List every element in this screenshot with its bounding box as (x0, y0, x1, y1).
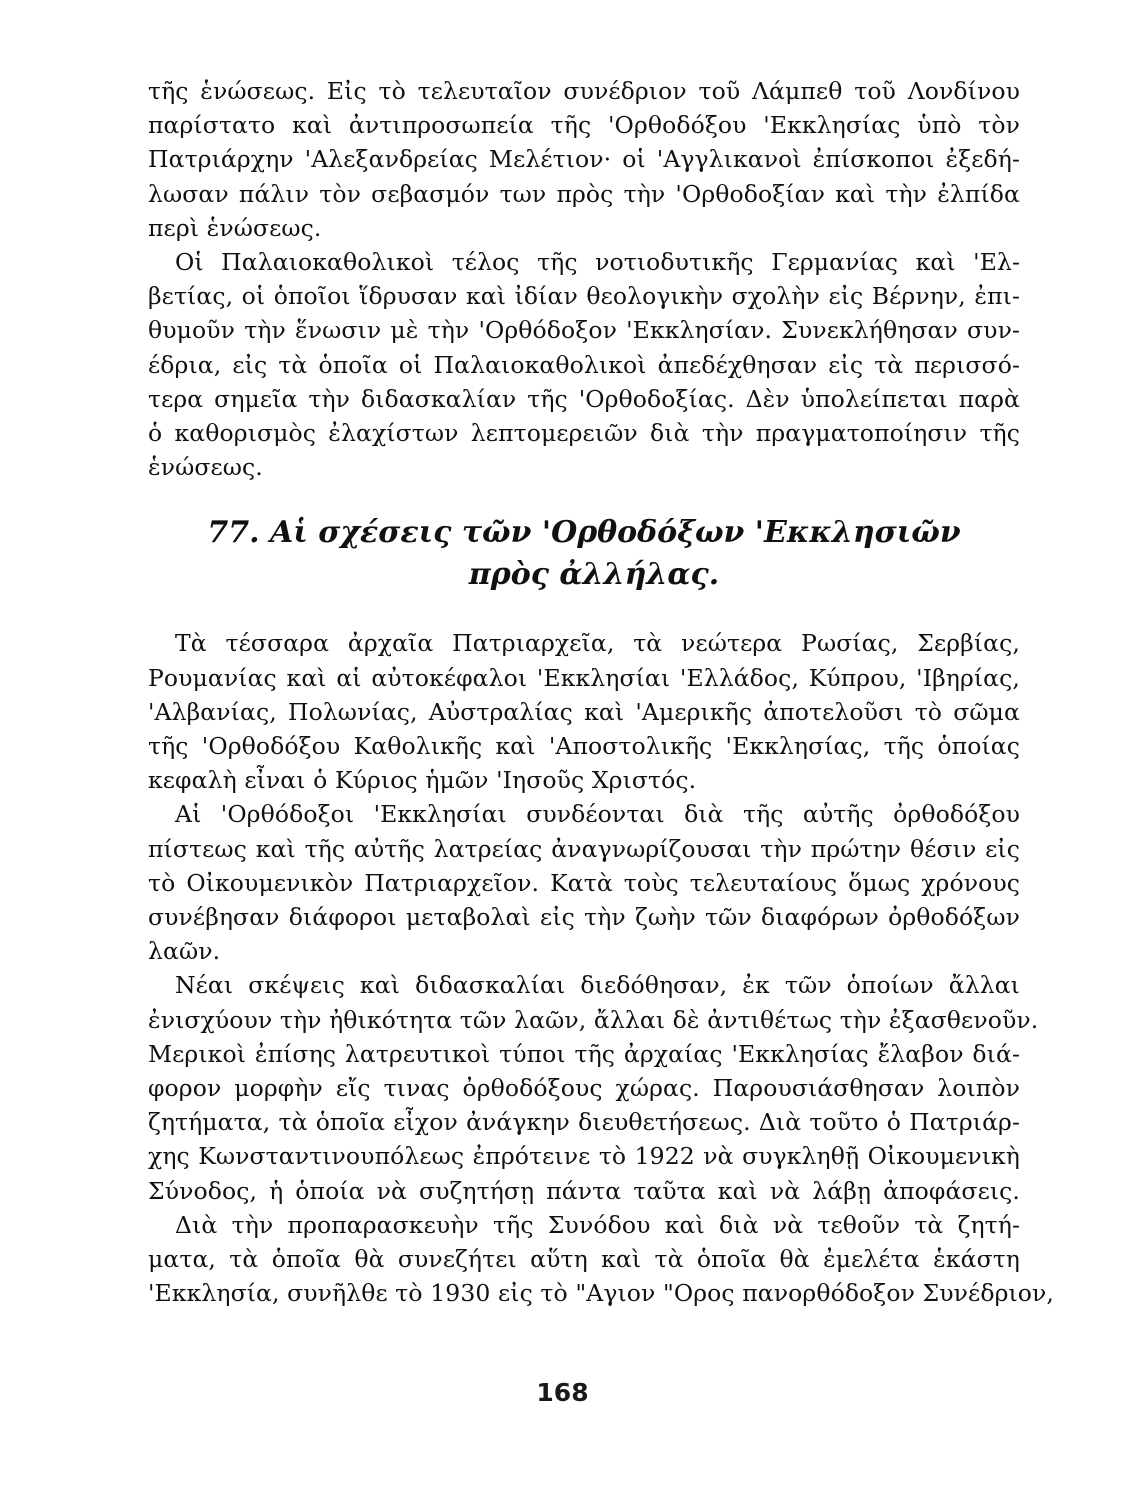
text-line: ζητήματα, τὰ ὁποῖα εἶχον ἀνάγκην διευθετήσεως. Διὰ τοῦτο ὁ Πατριάρ- (148, 1108, 1020, 1137)
text-line: βετίας, οἱ ὁποῖοι ἵδρυσαν καὶ ἰδίαν θεολογικὴν σχολὴν εἰς Βέρνην, ἐπι- (148, 282, 1020, 311)
text-line: 'Εκκλησία, συνῆλθε τὸ 1930 εἰς τὸ "Αγιον "Ορος πανορθόδοξον Συνέδριον, (148, 1279, 1055, 1308)
text-line: λωσαν πάλιν τὸν σεβασμόν των πρὸς τὴν 'Ορθοδοξίαν καὶ τὴν ἐλπίδα (148, 179, 1020, 208)
paragraph-2 (148, 245, 1020, 484)
text-line: συνέβησαν διάφοροι μεταβολαὶ εἰς τὴν ζωὴν τῶν διαφόρων ὀρθοδόξων (148, 903, 1020, 932)
text-line: θυμοῦν τὴν ἕνωσιν μὲ τὴν 'Ορθόδοξον 'Εκκλησίαν. Συνεκλήθησαν συν- (148, 316, 1020, 345)
paragraph-3 (148, 626, 1020, 797)
text-line: χης Κωνσταντινουπόλεως ἐπρότεινε τὸ 1922 νὰ συγκληθῇ Οἰκουμενικὴ (148, 1142, 1020, 1171)
text-line: τῆς 'Ορθοδόξου Καθολικῆς καὶ 'Αποστολικῆς 'Εκκλησίας, τῆς ὁποίας (148, 732, 1020, 761)
text-line: τὸ Οἰκουμενικὸν Πατριαρχεῖον. Κατὰ τοὺς τελευταίους ὅμως χρόνους (148, 868, 1020, 897)
paragraph-4 (148, 797, 1020, 968)
text-line: ὁ καθορισμὸς ἐλαχίστων λεπτομερειῶν διὰ τὴν πραγματοποίησιν τῆς (148, 419, 1020, 448)
text-line: πίστεως καὶ τῆς αὐτῆς λατρείας ἀναγνωρίζουσαι τὴν πρώτην θέσιν εἰς (148, 834, 1020, 863)
section-heading (148, 512, 1020, 596)
text-line: Οἱ Παλαιοκαθολικοὶ τέλος τῆς νοτιοδυτικῆς Γερμανίας καὶ 'Ελ- (175, 248, 1020, 277)
text-line: Νέαι σκέψεις καὶ διδασκαλίαι διεδόθησαν, ἐκ τῶν ὁποίων ἄλλαι (175, 971, 1020, 1000)
text-line: Τὰ τέσσαρα ἀρχαῖα Πατριαρχεῖα, τὰ νεώτερα Ρωσίας, Σερβίας, (175, 629, 1020, 658)
text-line: 'Αλβανίας, Πολωνίας, Αὐστραλίας καὶ 'Αμερικῆς ἀποτελοῦσι τὸ σῶμα (148, 697, 1020, 726)
text-line: Διὰ τὴν προπαρασκευὴν τῆς Συνόδου καὶ διὰ νὰ τεθοῦν τὰ ζητή- (175, 1210, 1020, 1239)
text-line: τερα σημεῖα τὴν διδασκαλίαν τῆς 'Ορθοδοξίας. Δὲν ὑπολείπεται παρὰ (148, 384, 1020, 413)
text-line: κεφαλὴ εἶναι ὁ Κύριος ἡμῶν 'Ιησοῦς Χριστός. (148, 766, 697, 795)
text-line: Αἱ 'Ορθόδοξοι 'Εκκλησίαι συνδέονται διὰ τῆς αὐτῆς ὀρθοδόξου (175, 800, 1020, 829)
page-body (148, 74, 1055, 1311)
text-line: έδρια, εἰς τὰ ὁποῖα οἱ Παλαιοκαθολικοὶ ἀπεδέχθησαν εἰς τὰ περισσό- (148, 350, 1020, 379)
text-line: ἑνώσεως. (148, 453, 263, 482)
text-line: Ρουμανίας καὶ αἱ αὐτοκέφαλοι 'Εκκλησίαι 'Ελλάδος, Κύπρου, 'Ιβηρίας, (148, 663, 1020, 692)
section-heading-line-2: πρὸς ἀλλήλας. (468, 557, 720, 593)
text-line: περὶ ἑνώσεως. (148, 213, 322, 242)
text-line: φορον μορφὴν εἴς τινας ὀρθοδόξους χώρας. Παρουσιάσθησαν λοιπὸν (148, 1074, 1020, 1103)
text-line: ἐνισχύουν τὴν ἠθικότητα τῶν λαῶν, ἄλλαι δὲ ἀντιθέτως τὴν ἐξασθενοῦν. (148, 1005, 1039, 1034)
text-line: Σύνοδος, ἡ ὁποία νὰ συζητήσῃ πάντα ταῦτα καὶ νὰ λάβῃ ἀποφάσεις. (148, 1176, 1020, 1205)
text-line: Μερικοὶ ἐπίσης λατρευτικοὶ τύποι τῆς ἀρχαίας 'Εκκλησίας ἔλαβον διά- (148, 1039, 1020, 1068)
page-number: 168 (536, 1378, 589, 1407)
paragraph-5 (148, 968, 1039, 1207)
section-heading-line-1: 77. Αἱ σχέσεις τῶν 'Ορθοδόξων 'Εκκλησιῶν (207, 515, 961, 551)
text-line: ματα, τὰ ὁποῖα θὰ συνεζήτει αὕτη καὶ τὰ ὁποῖα θὰ ἐμελέτα ἑκάστη (148, 1245, 1020, 1274)
text-line: Πατριάρχην 'Αλεξανδρείας Μελέτιον· οἱ 'Αγγλικανοὶ ἐπίσκοποι ἐξεδή- (148, 145, 1020, 174)
text-line: λαῶν. (148, 937, 221, 966)
text-line: παρίστατο καὶ ἀντιπροσωπεία τῆς 'Ορθοδόξου 'Εκκλησίας ὑπὸ τὸν (148, 111, 1020, 140)
paragraph-6 (148, 1208, 1055, 1311)
text-line: τῆς ἑνώσεως. Εἰς τὸ τελευταῖον συνέδριον τοῦ Λάμπεθ τοῦ Λονδίνου (148, 77, 1020, 105)
paragraph-1 (148, 74, 1020, 245)
